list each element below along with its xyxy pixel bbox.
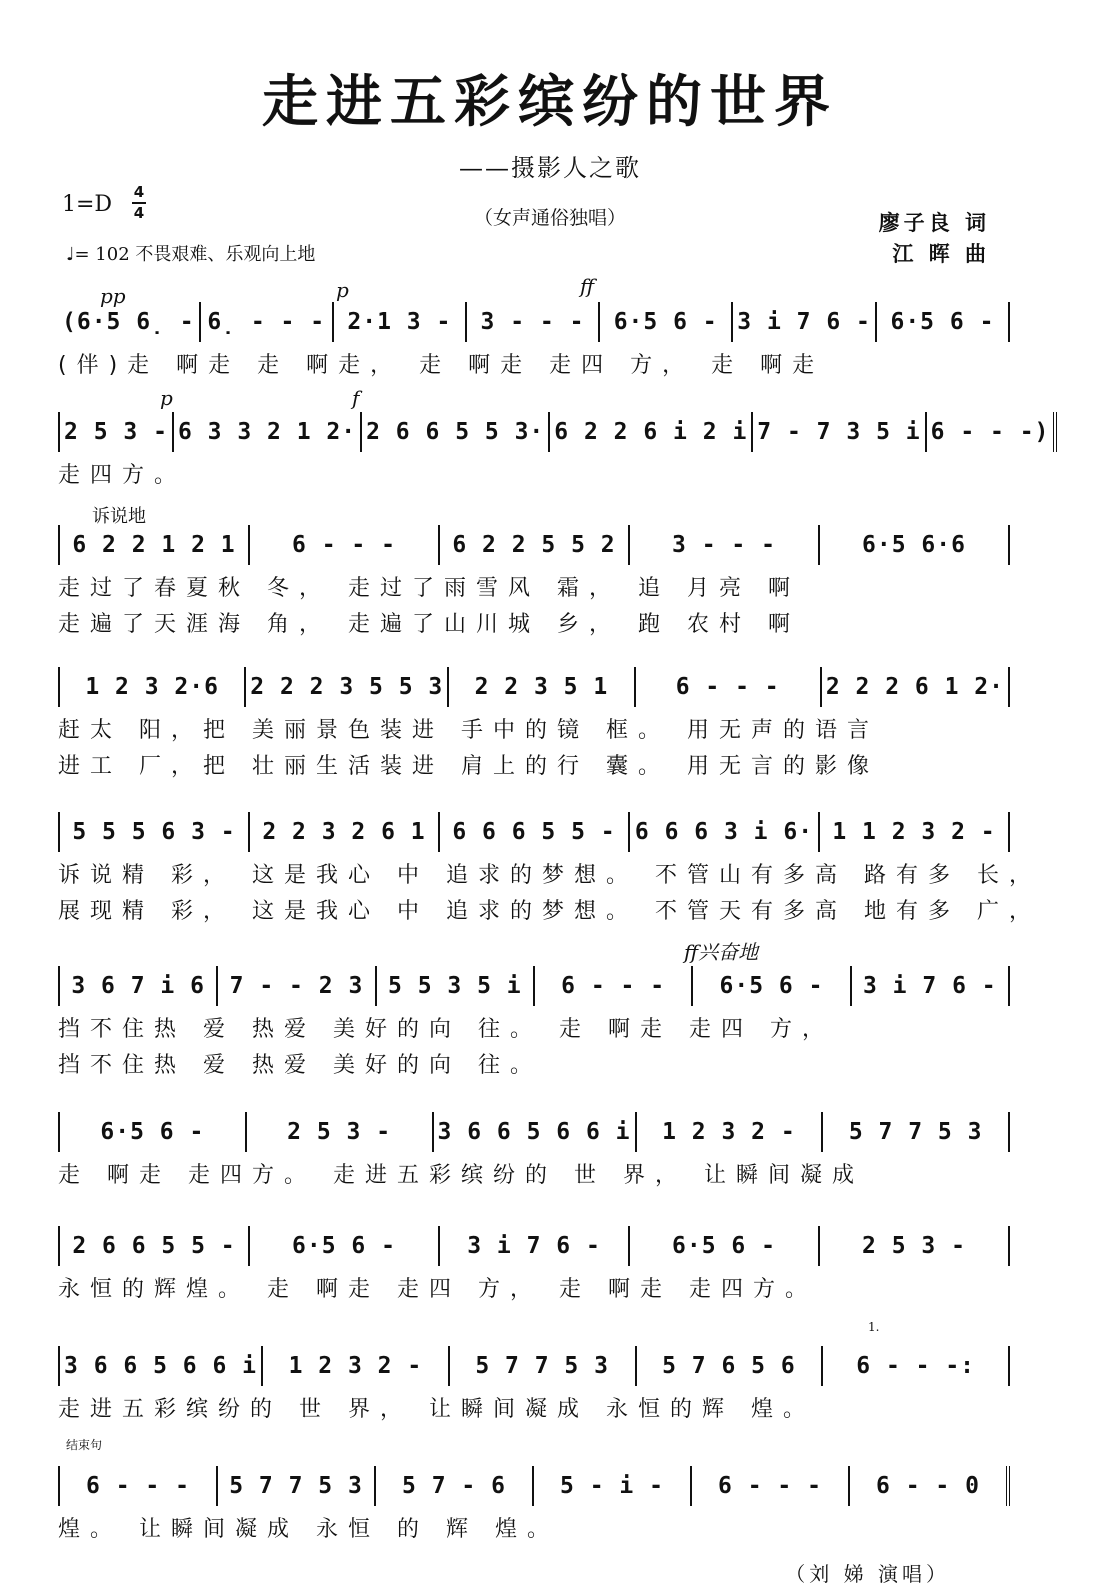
measure: 1 1 2 3 2 - (820, 812, 1010, 852)
measure: 3 - - - (630, 525, 820, 565)
measure: 2 2 3 5 1 (449, 667, 635, 707)
song-title: 走进五彩缤纷的世界 (262, 70, 838, 135)
key-signature: 1=D (62, 192, 113, 217)
lyric-line: 走四方。 (58, 463, 187, 488)
lyricist-credit: 廖子良 词 (878, 211, 990, 235)
measure: 3 6 6 5 6 6 i (434, 1112, 637, 1152)
measure: 3 i 7 6 - (440, 1226, 630, 1266)
meter-bottom: 4 (133, 204, 145, 222)
composer-credit: 江 晖 曲 (892, 242, 990, 266)
measure: 7 - - 2 3 (218, 966, 376, 1006)
measure: 5 5 3 5 i (377, 966, 535, 1006)
measure: 6 2 2 1 2 1 (58, 525, 250, 565)
lyric-line: 走遍了天涯海 角， 走遍了山川城 乡， 跑 农村 啊 (58, 612, 800, 637)
measure: 5 7 7 5 3 (823, 1112, 1010, 1152)
lyric-line: 煌。 让瞬间凝成 永恒 的 辉 煌。 (58, 1517, 559, 1542)
lyric-line: 挡不住热 爱 热爱 美好的向 往。 走 啊走 走四 方， (58, 1017, 834, 1042)
notation-line (58, 812, 1010, 852)
measure: 3 6 7 i 6 (58, 966, 218, 1006)
measure: 5 7 7 5 3 (450, 1346, 637, 1386)
measure: 6·5 6·6 (820, 525, 1010, 565)
measure: 6 - - - (692, 1466, 850, 1506)
measure: 2 2 3 2 6 1 (250, 812, 440, 852)
measure: 2 5 3 - (820, 1226, 1010, 1266)
time-signature (132, 184, 146, 222)
notation-line (58, 525, 1010, 565)
measure: 6·5 6 - (877, 302, 1010, 342)
lyric-line: 走进五彩缤纷的 世 界， 让瞬间凝成 永恒的辉 煌。 (58, 1397, 815, 1422)
performance-style: （女声通俗独唱） (473, 207, 626, 229)
measure: 7 - 7 3 5 i (753, 412, 926, 452)
singer-credit: （刘 娣 演唱） (785, 1562, 950, 1586)
measure: 5 7 7 5 3 (218, 1466, 376, 1506)
measure: 6 - - - (58, 1466, 218, 1506)
lyric-line: 展现精 彩， 这是我心 中 追求的梦想。 不管天有多高 地有多 广， (58, 899, 1041, 924)
measure: 2·1 3 - (334, 302, 467, 342)
dynamic-ff-excited: ff兴奋地 (684, 940, 759, 964)
measure: 2 5 3 - (58, 412, 174, 452)
dynamic-pp: pp (100, 284, 126, 308)
measure: 5 - i - (534, 1466, 692, 1506)
measure: 6 - - - (535, 966, 693, 1006)
tempo-marking: ♩= 102 不畏艰难、乐观向上地 (66, 244, 316, 265)
measure: 1 2 3 2 - (263, 1346, 450, 1386)
measure: 1 2 3 2 - (637, 1112, 824, 1152)
measure: 3 6 6 5 6 6 i (58, 1346, 263, 1386)
measure: 6 2 2 6 i 2 i (550, 412, 753, 452)
dynamic-ff: ff (580, 274, 595, 298)
notation-line (58, 412, 1050, 452)
notation-line (58, 302, 1010, 342)
measure: 6 - - 0 (850, 1466, 1010, 1506)
measure: 3 - - - (467, 302, 600, 342)
dynamic-p-2: p (160, 386, 173, 410)
notation-line (58, 966, 1010, 1006)
notation-line (58, 667, 1010, 707)
measure: 2 2 2 3 5 5 3 (246, 667, 449, 707)
measure: 3 i 7 6 - (733, 302, 877, 342)
lyric-line: 永恒的辉煌。 走 啊走 走四 方， 走 啊走 走四方。 (58, 1277, 817, 1302)
notation-line (58, 1112, 1010, 1152)
measure: 5 7 6 5 6 (637, 1346, 824, 1386)
dynamic-f: f (352, 386, 360, 410)
measure: 2 5 3 - (247, 1112, 434, 1152)
lyric-line: 进工 厂，把 壮丽生活装进 肩上的行 囊。 用无言的影像 (58, 754, 879, 779)
measure: 5 7 - 6 (376, 1466, 534, 1506)
measure: 1 2 3 2·6 (58, 667, 246, 707)
measure: 6·5 6 - (58, 1112, 247, 1152)
measure: 6 - - - (250, 525, 440, 565)
measure: 6 3 3 2 1 2· (174, 412, 362, 452)
lyric-line: (伴)走 啊走 走 啊走， 走 啊走 走四 方， 走 啊走 (58, 353, 825, 378)
lyric-line: 挡不住热 爱 热爱 美好的向 往。 (58, 1053, 542, 1078)
notation-line (58, 1466, 1010, 1506)
measure: 2 6 6 5 5 3· (362, 412, 550, 452)
lyric-line: 走过了春夏秋 冬， 走过了雨雪风 霜， 追 月亮 啊 (58, 576, 800, 601)
lyric-line: 走 啊走 走四方。 走进五彩缤纷的 世 界， 让瞬间凝成 (58, 1163, 864, 1188)
lyric-line: 诉说精 彩， 这是我心 中 追求的梦想。 不管山有多高 路有多 长， (58, 863, 1041, 888)
volta-first-ending: 1. (868, 1320, 880, 1334)
notation-line (58, 1226, 1010, 1266)
measure: 6̣ - - - (201, 302, 334, 342)
measure: 2 2 2 6 1 2· (822, 667, 1010, 707)
lyric-line: 赶太 阳，把 美丽景色装进 手中的镜 框。 用无声的语言 (58, 718, 879, 743)
song-subtitle: ——摄影人之歌 (459, 154, 641, 182)
meter-top: 4 (133, 183, 145, 201)
measure: 6·5 6 - (630, 1226, 820, 1266)
expression-narrate: 诉说地 (92, 506, 146, 527)
measure: 6 6 6 5 5 - (440, 812, 630, 852)
dynamic-p: p (336, 278, 349, 302)
measure: 6 2 2 5 5 2 (440, 525, 630, 565)
measure: 2 6 6 5 5 - (58, 1226, 250, 1266)
measure: 3 i 7 6 - (852, 966, 1010, 1006)
ending-phrase-label: 结束句 (66, 1438, 103, 1452)
measure: 6 - - -) (927, 412, 1058, 452)
measure: 6·5 6 - (250, 1226, 440, 1266)
measure: (6·5 6̣ - (58, 302, 201, 342)
measure: 6 - - -: (823, 1346, 1010, 1386)
measure: 6·5 6 - (600, 302, 733, 342)
measure: 6 6 6 3 i 6· (630, 812, 820, 852)
measure: 5 5 5 6 3 - (58, 812, 250, 852)
measure: 6·5 6 - (693, 966, 851, 1006)
measure: 6 - - - (636, 667, 822, 707)
notation-line (58, 1346, 1010, 1386)
